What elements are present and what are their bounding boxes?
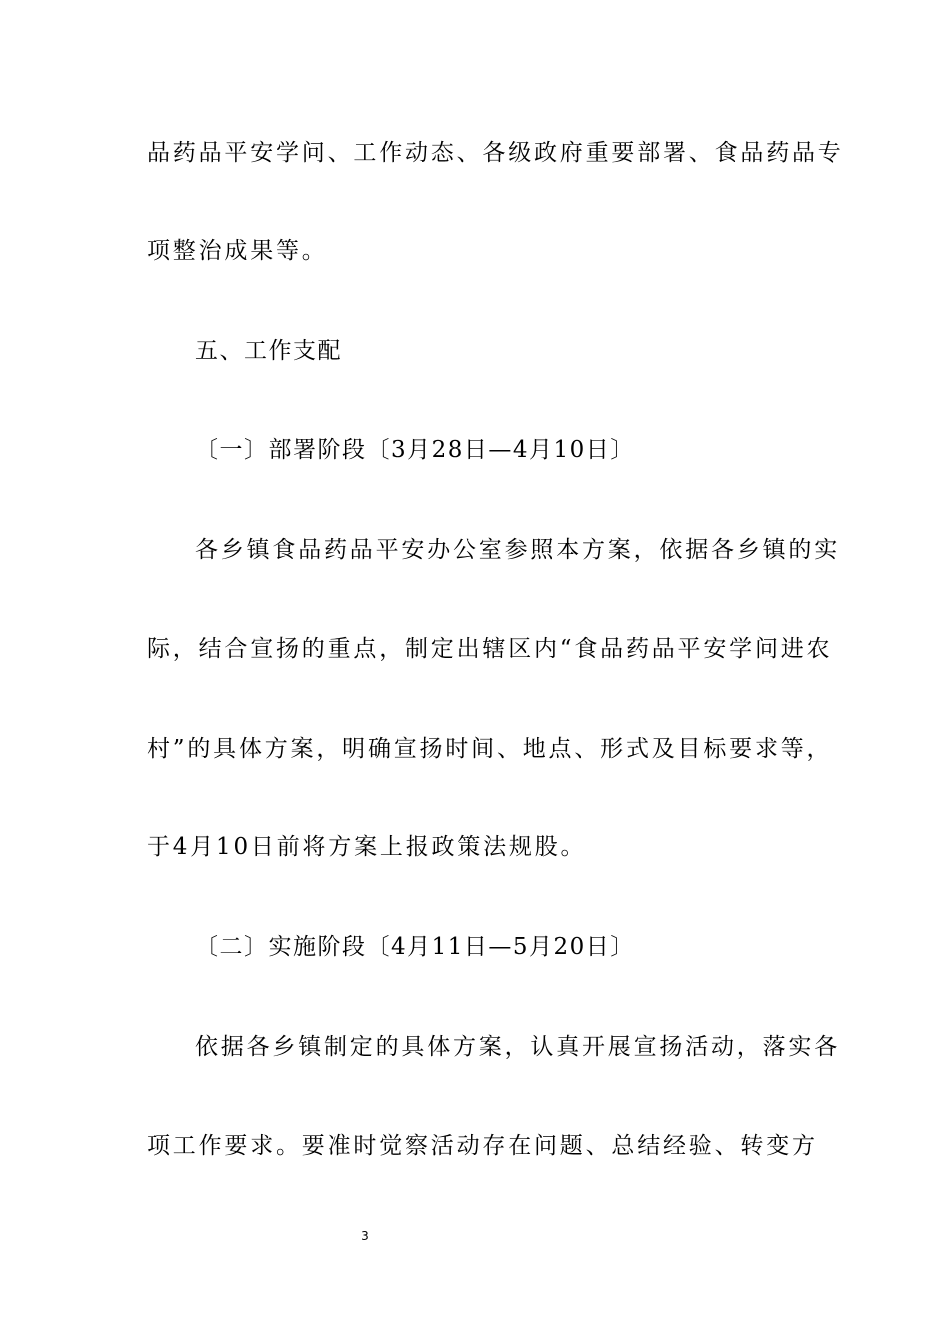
body-text-line: 项工作要求。要准时觉察活动存在问题、总结经验、转变方: [147, 1133, 818, 1159]
body-text-line: 于4月10日前将方案上报政策法规股。: [147, 834, 587, 860]
body-text-line: 际，结合宣扬的重点，制定出辖区内“食品药品平安学问进农: [147, 636, 833, 662]
section-heading: 五、工作支配: [195, 338, 342, 364]
body-text-line: 村”的具体方案，明确宣扬时间、地点、形式及目标要求等，: [147, 736, 833, 762]
paragraph-first-line: 各乡镇食品药品平安办公室参照本方案，依据各乡镇的实: [195, 537, 840, 563]
subsection-heading: 〔二〕实施阶段〔4月11日—5月20日〕: [195, 934, 635, 960]
body-text-line: 项整治成果等。: [147, 238, 328, 264]
paragraph-first-line: 依据各乡镇制定的具体方案，认真开展宣扬活动，落实各: [195, 1034, 840, 1060]
body-text-line: 品药品平安学问、工作动态、各级政府重要部署、食品药品专: [147, 140, 844, 166]
subsection-heading: 〔一〕部署阶段〔3月28日—4月10日〕: [195, 437, 635, 463]
page-number: 3: [361, 1229, 369, 1243]
